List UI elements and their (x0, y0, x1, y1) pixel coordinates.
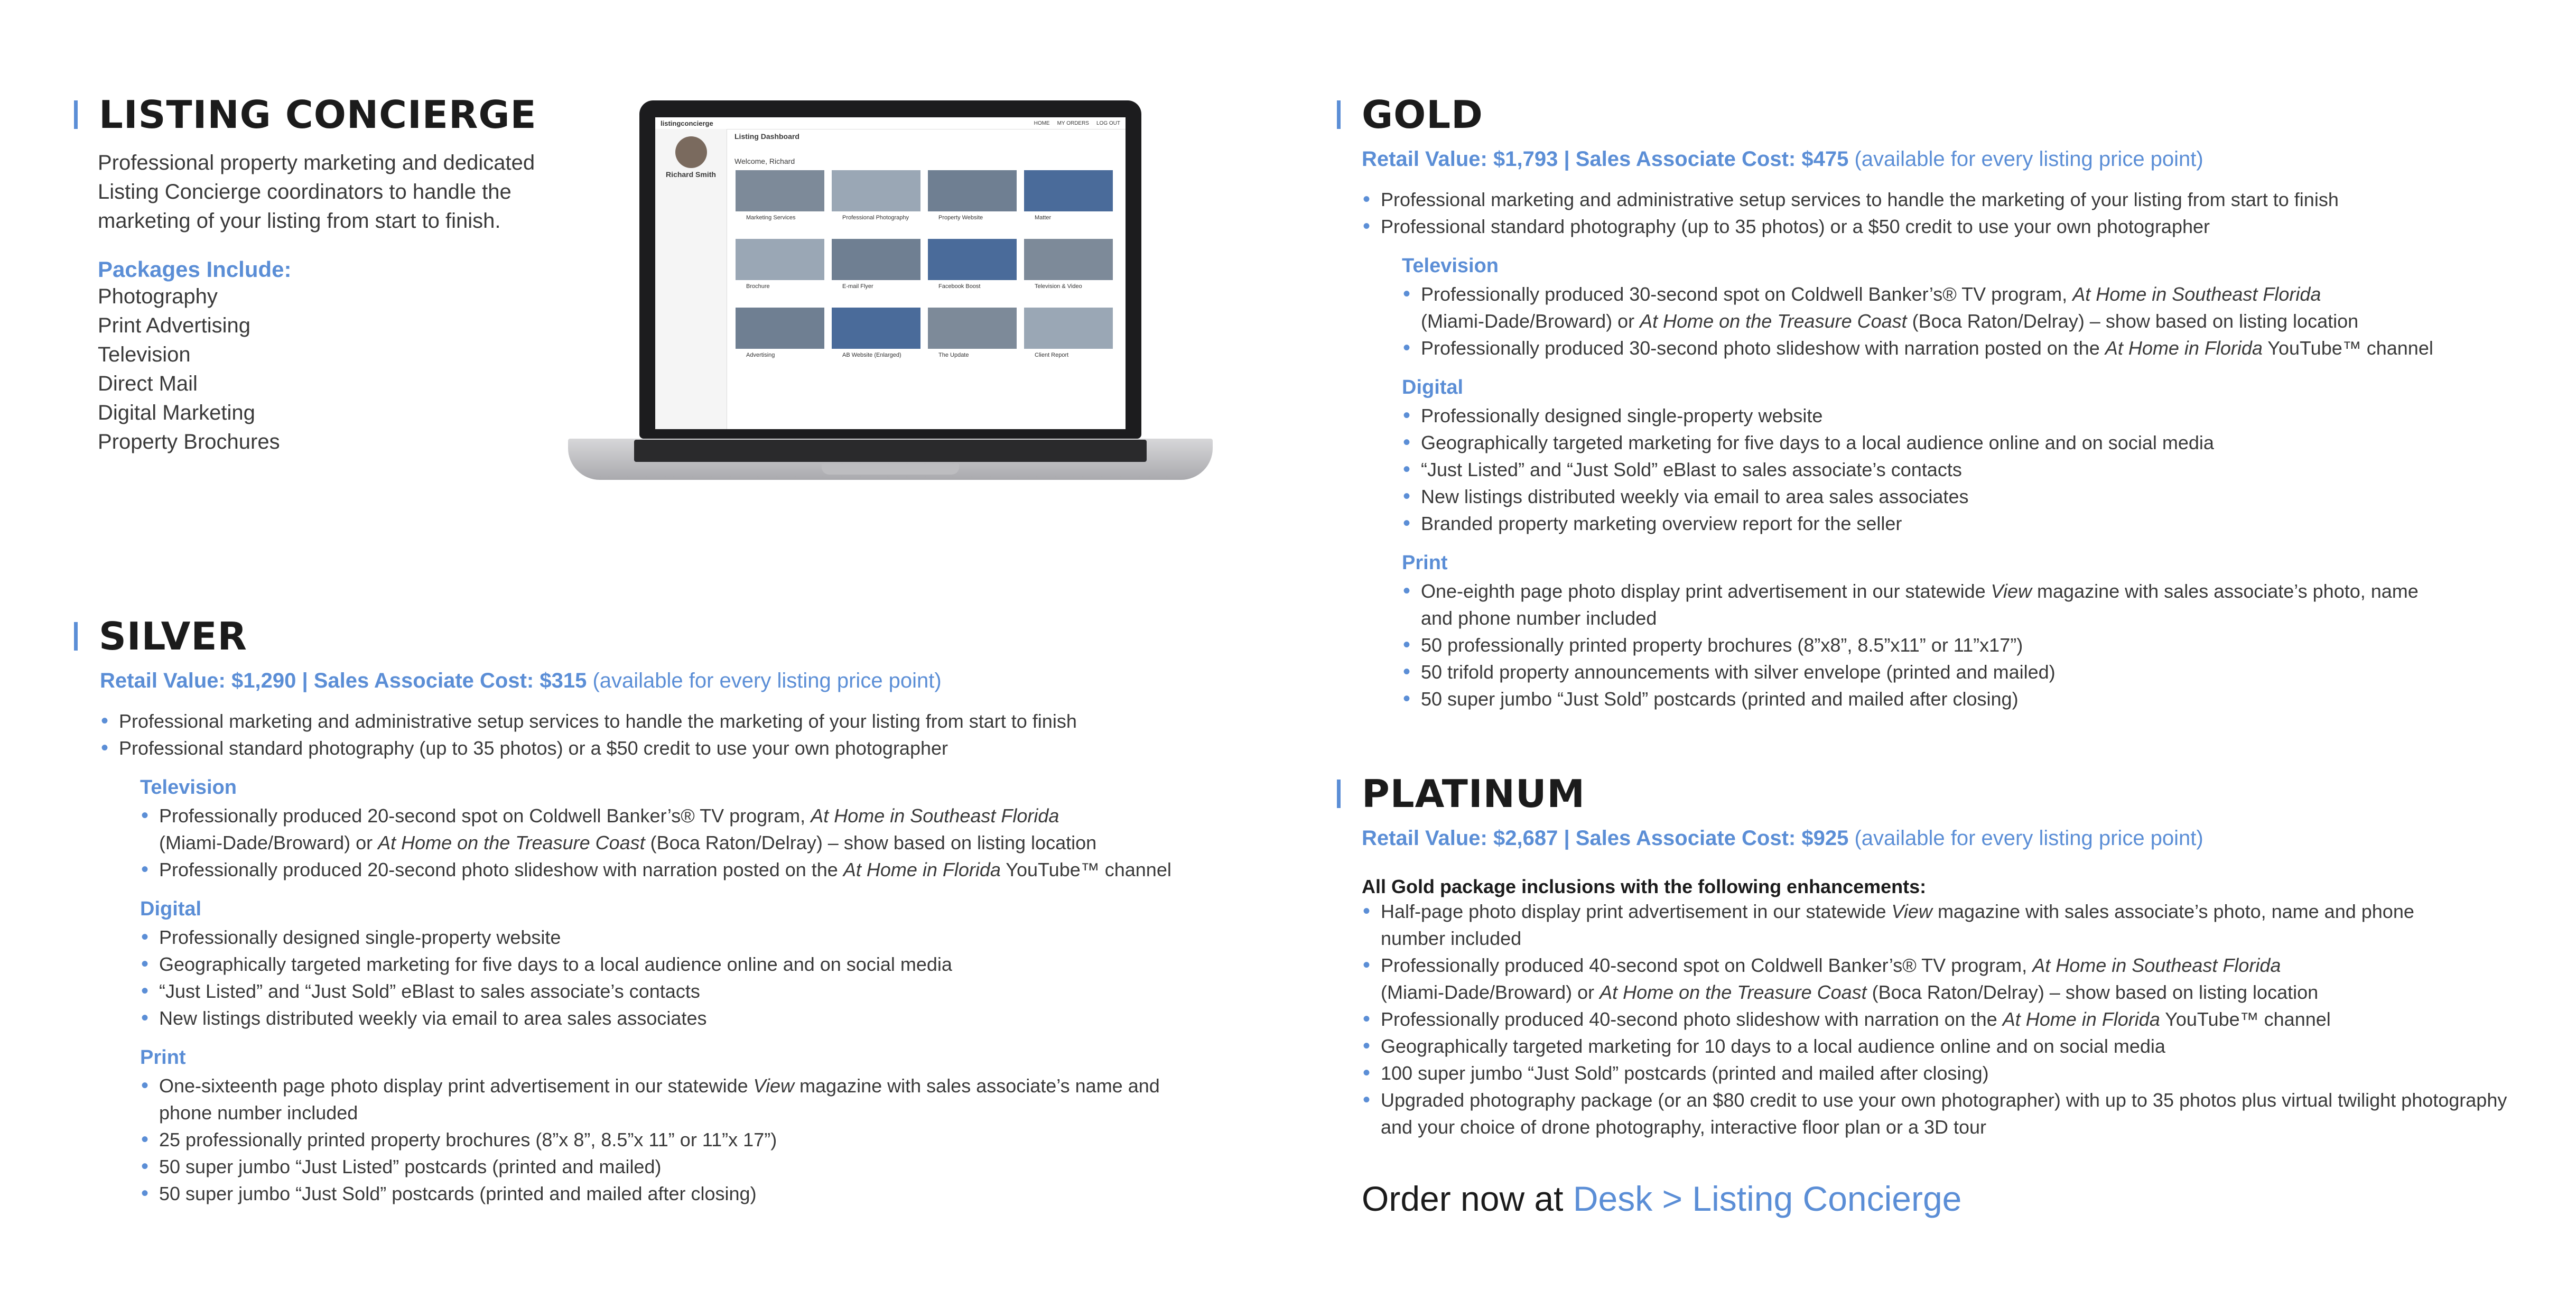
dashboard-tile-label: Matter (1035, 215, 1052, 221)
concierge-section (74, 92, 581, 457)
price-line: Retail Value: $2,687 | Sales Associate Cost: $925 (available for every listing price point) (1362, 827, 2203, 850)
dashboard-tile (928, 239, 1017, 280)
order-link[interactable]: Desk > Listing Concierge (1573, 1179, 1962, 1218)
price-line: Retail Value: $1,290 | Sales Associate Cost: $315 (available for every listing price point) (100, 669, 942, 692)
silver-section (74, 614, 1289, 1207)
dashboard-tile (736, 308, 824, 349)
packages-heading: Packages Include: (98, 257, 292, 282)
accent-bar (1337, 780, 1341, 808)
dashboard-tile-label: Professional Photography (842, 215, 909, 221)
dashboard-tile (928, 308, 1017, 349)
platinum-lead: All Gold package inclusions with the following enhancements: (1362, 876, 1927, 897)
digital-list: • Professionally designed single-property website • Geographically targeted marketing for five days to a local audience online and on social media • “Just Listed” and “Just Sold” eBlast to sales associate’s contacts • New listings distributed weekly via email to area sales associates (140, 924, 1289, 1032)
tv-heading: Television (1402, 255, 1499, 277)
dashboard-tile (832, 308, 920, 349)
dashboard-tile (1024, 239, 1113, 280)
dashboard-tile-label: E-mail Flyer (842, 283, 873, 290)
avatar (675, 136, 707, 168)
print-heading: Print (1402, 552, 1448, 574)
platinum-list: • Half-page photo display print advertisement in our statewide View magazine with sales associate’s photo, name and phone number included • Professionally produced 40-second spot on Coldwell Banker’s® TV program, At Home in Southeast Florida (Miami-Dade/Broward) or At Home on the Treasure Coast (Boca Raton/Delray) – show based on listing location • Professionally produced 40-second photo slideshow with narration on the At Home in Florida YouTube™ channel • Geographically targeted marketing for 10 days to a local audience online and on social media • 100 super jumbo “Just Sold” postcards (printed and mailed after closing) • Upgraded photography package (or an $80 credit to use your own photographer) with up to 35 photos plus virtual twilight photography and your choice of drone photography, interactive floor plan or a 3D tour (1362, 898, 2552, 1140)
tv-list: • Professionally produced 30-second spot on Coldwell Banker’s® TV program, At Home in Southeast Florida (Miami-Dade/Broward) or At Home on the Treasure Coast (Boca Raton/Delray) – show based on listing location • Professionally produced 30-second photo slideshow with narration posted on the At Home in Florida YouTube™ channel (1402, 281, 2552, 361)
dashboard-tile (736, 170, 824, 211)
dashboard-tile (832, 239, 920, 280)
dashboard-screen: listingconcierge HOME MY ORDERS LOG OUT Richard Smith Listing Dashboard Welcome, Richard Marketing Services Professional Photography Property Website Matter Brochure E-mail Flyer Facebook Boost Television & Video Advertising AB Website (Enlarged) The Update Client Report (655, 117, 1126, 429)
digital-list: • Professionally designed single-property website • Geographically targeted marketing for five days to a local audience online and on social media • “Just Listed” and “Just Sold” eBlast to sales associate’s contacts • New listings distributed weekly via email to area sales associates • Branded property marketing overview report for the seller (1402, 402, 2552, 537)
print-list: • One-sixteenth page photo display print advertisement in our statewide View magazine with sales associate’s name and phone number included • 25 professionally printed property brochures (8”x 8”, 8.5”x 11” or 11”x 17”) • 50 super jumbo “Just Listed” postcards (printed and mailed) • 50 super jumbo “Just Sold” postcards (printed and mailed after closing) (140, 1072, 1289, 1207)
tv-list: • Professionally produced 20-second spot on Coldwell Banker’s® TV program, At Home in Southeast Florida (Miami-Dade/Broward) or At Home on the Treasure Coast (Boca Raton/Delray) – show based on listing location • Professionally produced 20-second photo slideshow with narration posted on the At Home in Florida YouTube™ channel (140, 802, 1289, 883)
dashboard-tile (1024, 308, 1113, 349)
section-title: PLATINUM (1362, 772, 1586, 816)
dashboard-tile (736, 239, 824, 280)
dashboard-tile-label: Property Website (938, 215, 983, 221)
dashboard-tile (1024, 170, 1113, 211)
dashboard-tile-label: Marketing Services (746, 215, 796, 221)
print-list: • One-eighth page photo display print advertisement in our statewide View magazine with sales associate’s photo, name and phone number included • 50 professionally printed property brochures (8”x8”, 8.5”x11” or 11”x17”) • 50 trifold property announcements with silver envelope (printed and mailed) • 50 super jumbo “Just Sold” postcards (printed and mailed after closing) (1402, 578, 2552, 712)
section-title: GOLD (1362, 92, 1483, 137)
dashboard-tile-label: The Update (938, 352, 969, 358)
section-title: LISTING CONCIERGE (99, 92, 537, 137)
digital-heading: Digital (1402, 376, 1464, 398)
accent-bar (1337, 100, 1341, 129)
gold-section (1337, 92, 2552, 712)
price-line: Retail Value: $1,793 | Sales Associate Cost: $475 (available for every listing price point) (1362, 147, 2203, 171)
accent-bar (74, 622, 78, 651)
dashboard-tile-label: Advertising (746, 352, 775, 358)
tv-heading: Television (140, 776, 237, 799)
section-title: SILVER (99, 614, 247, 658)
dashboard-tile-label: AB Website (Enlarged) (842, 352, 901, 358)
dashboard-tile (928, 170, 1017, 211)
dashboard-logo: listingconcierge (661, 119, 713, 127)
print-heading: Print (140, 1046, 186, 1069)
dashboard-tile-label: Facebook Boost (938, 283, 981, 290)
general-list: • Professional marketing and administrative setup services to handle the marketing of your listing from start to finish • Professional standard photography (up to 35 photos) or a $50 credit to use your own photographer (1362, 186, 2552, 240)
general-list: • Professional marketing and administrative setup services to handle the marketing of your listing from start to finish • Professional standard photography (up to 35 photos) or a $50 credit to use your own photographer (100, 708, 1289, 762)
dashboard-tile-label: Television & Video (1035, 283, 1082, 290)
platinum-section (1337, 772, 2552, 1140)
order-line: Order now at Desk > Listing Concierge (1362, 1179, 1962, 1218)
dashboard-tile-label: Brochure (746, 283, 770, 290)
concierge-intro: Professional property marketing and dedicated Listing Concierge coordinators to handle the marketing of your listing from start to finish. (98, 151, 535, 233)
accent-bar (74, 100, 78, 129)
packages-list: Photography Print Advertising Television Direct Mail Digital Marketing Property Brochures (98, 285, 280, 453)
digital-heading: Digital (140, 898, 202, 920)
dashboard-tile (832, 170, 920, 211)
dashboard-tile-label: Client Report (1035, 352, 1069, 358)
